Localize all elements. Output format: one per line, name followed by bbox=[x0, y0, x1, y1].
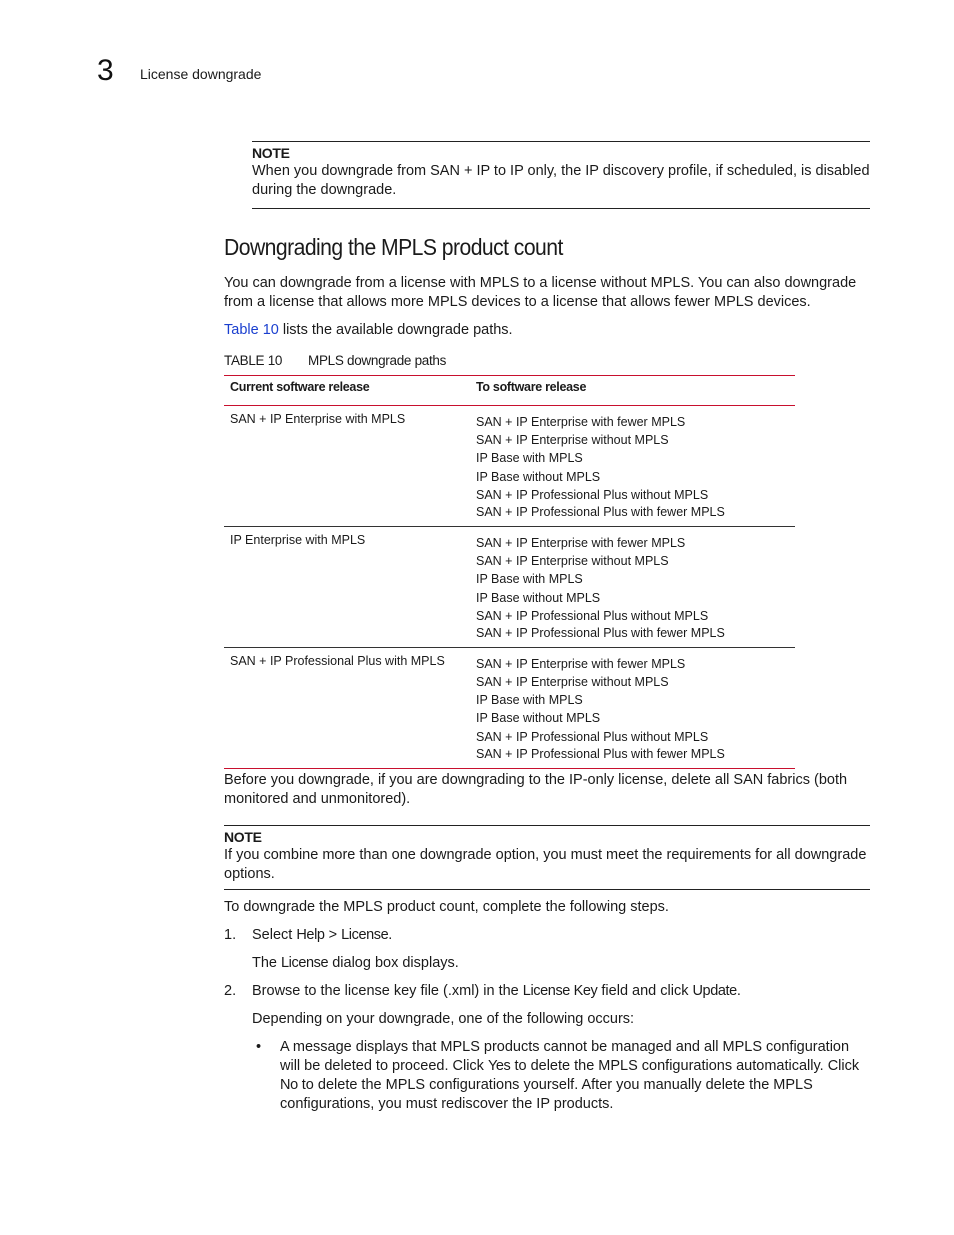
target-release-item: IP Base without MPLS bbox=[476, 469, 601, 484]
target-release-item: SAN + IP Enterprise with fewer MPLS bbox=[476, 415, 686, 429]
step-number: 2. bbox=[224, 983, 237, 999]
target-release-item: SAN + IP Professional Plus with fewer MPLS bbox=[476, 746, 725, 761]
table-header-row bbox=[224, 376, 795, 406]
menu-separator: > bbox=[324, 927, 342, 943]
outcome-item bbox=[252, 1038, 870, 1114]
target-release-item: SAN + IP Enterprise with fewer MPLS bbox=[476, 656, 686, 671]
step-1 bbox=[224, 926, 870, 973]
table-10-link[interactable]: Table 10 bbox=[224, 322, 279, 338]
target-release-item: IP Base with MPLS bbox=[476, 451, 583, 466]
license-dialog-ref: License bbox=[281, 955, 329, 971]
current-release-cell: SAN + IP Professional Plus with MPLS bbox=[224, 647, 470, 768]
before-downgrade-text: Before you downgrade, if you are downgrading to the IP-only license, delete all SAN fabrics (both monitored and unmonitored). bbox=[224, 772, 848, 807]
update-button-ref: Update bbox=[692, 983, 737, 999]
current-release-cell: SAN + IP Enterprise with MPLS bbox=[224, 406, 470, 527]
chapter-number: 3 bbox=[97, 54, 114, 87]
result-text-end: dialog box displays. bbox=[328, 955, 459, 971]
result-text: The bbox=[252, 955, 282, 971]
note-text: If you combine more than one downgrade option, you must meet the requirements for all downgrade options. bbox=[224, 847, 867, 882]
step-text-end: . bbox=[388, 927, 393, 943]
step-text-end: . bbox=[736, 983, 741, 999]
table-caption bbox=[224, 352, 446, 370]
table-row bbox=[224, 647, 795, 768]
step-1-result bbox=[252, 954, 870, 973]
step-2 bbox=[224, 982, 870, 1114]
steps-intro: To downgrade the MPLS product count, complete the following steps. bbox=[224, 899, 669, 915]
column-header-to: To software release bbox=[470, 376, 795, 406]
note-label: NOTE bbox=[252, 145, 290, 161]
target-release-item: SAN + IP Enterprise without MPLS bbox=[476, 675, 669, 690]
target-release-item: IP Base with MPLS bbox=[476, 572, 583, 587]
chapter-title: License downgrade bbox=[140, 66, 262, 82]
target-release-item: IP Base without MPLS bbox=[476, 711, 601, 726]
note-top bbox=[252, 141, 870, 209]
target-release-item: SAN + IP Enterprise with fewer MPLS bbox=[476, 535, 686, 550]
step-text: Browse to the license key file (.xml) in the bbox=[252, 983, 523, 999]
outcome-text: to delete the MPLS configurations yourself. After you manually delete the MPLS configurations, you must rediscover the IP products. bbox=[280, 1077, 813, 1112]
table-title: MPLS downgrade paths bbox=[308, 353, 447, 368]
step-2-result: Depending on your downgrade, one of the following occurs: bbox=[252, 1011, 635, 1027]
no-button-ref: No bbox=[280, 1077, 298, 1093]
note-text: When you downgrade from SAN + IP to IP only, the IP discovery profile, if scheduled, is disabled during the downgrade. bbox=[252, 163, 870, 198]
target-release-cell bbox=[470, 526, 795, 647]
target-release-item: SAN + IP Enterprise without MPLS bbox=[476, 433, 669, 448]
target-release-item: SAN + IP Professional Plus without MPLS bbox=[476, 487, 709, 502]
target-release-item: SAN + IP Professional Plus with fewer MPLS bbox=[476, 504, 725, 519]
step-text-mid: field and click bbox=[597, 983, 693, 999]
note-bottom bbox=[224, 825, 870, 890]
table-reference bbox=[224, 321, 870, 340]
section-intro: You can downgrade from a license with MPLS to a license without MPLS. You can also downgrade from a license that allows more MPLS devices to a license that allows fewer MPLS devices. bbox=[224, 275, 857, 310]
note-label: NOTE bbox=[224, 829, 262, 845]
bullet-icon: • bbox=[256, 1039, 262, 1055]
current-release-cell: IP Enterprise with MPLS bbox=[224, 526, 470, 647]
target-release-item: IP Base with MPLS bbox=[476, 693, 583, 708]
section-title: Downgrading the MPLS product count bbox=[224, 234, 563, 260]
table-number: TABLE 10 bbox=[224, 353, 283, 368]
target-release-item: SAN + IP Professional Plus without MPLS bbox=[476, 729, 709, 744]
table-row bbox=[224, 526, 795, 647]
target-release-item: IP Base without MPLS bbox=[476, 590, 601, 605]
outcome-list bbox=[252, 1038, 870, 1114]
target-release-item: SAN + IP Professional Plus with fewer MPLS bbox=[476, 625, 725, 640]
target-release-item: SAN + IP Enterprise without MPLS bbox=[476, 554, 669, 569]
target-release-cell bbox=[470, 647, 795, 768]
license-menu-ref: License bbox=[341, 927, 389, 943]
table-row bbox=[224, 406, 795, 527]
outcome-text: to delete the MPLS configurations automatically. Click bbox=[510, 1058, 860, 1074]
yes-button-ref: Yes bbox=[487, 1058, 511, 1074]
step-number: 1. bbox=[224, 927, 237, 943]
step-text: Select bbox=[252, 927, 297, 943]
help-menu-ref: Help bbox=[296, 927, 325, 943]
downgrade-paths-table bbox=[224, 375, 795, 769]
column-header-current: Current software release bbox=[224, 376, 470, 406]
procedure-steps bbox=[224, 926, 870, 1114]
table-reference-text: lists the available downgrade paths. bbox=[278, 322, 513, 338]
target-release-cell bbox=[470, 406, 795, 527]
target-release-item: SAN + IP Professional Plus without MPLS bbox=[476, 608, 709, 623]
license-key-field-ref: License Key bbox=[522, 983, 598, 999]
outcome-text: A message displays that MPLS products cannot be managed and all MPLS configuration will be deleted to proceed. Click bbox=[280, 1039, 850, 1074]
